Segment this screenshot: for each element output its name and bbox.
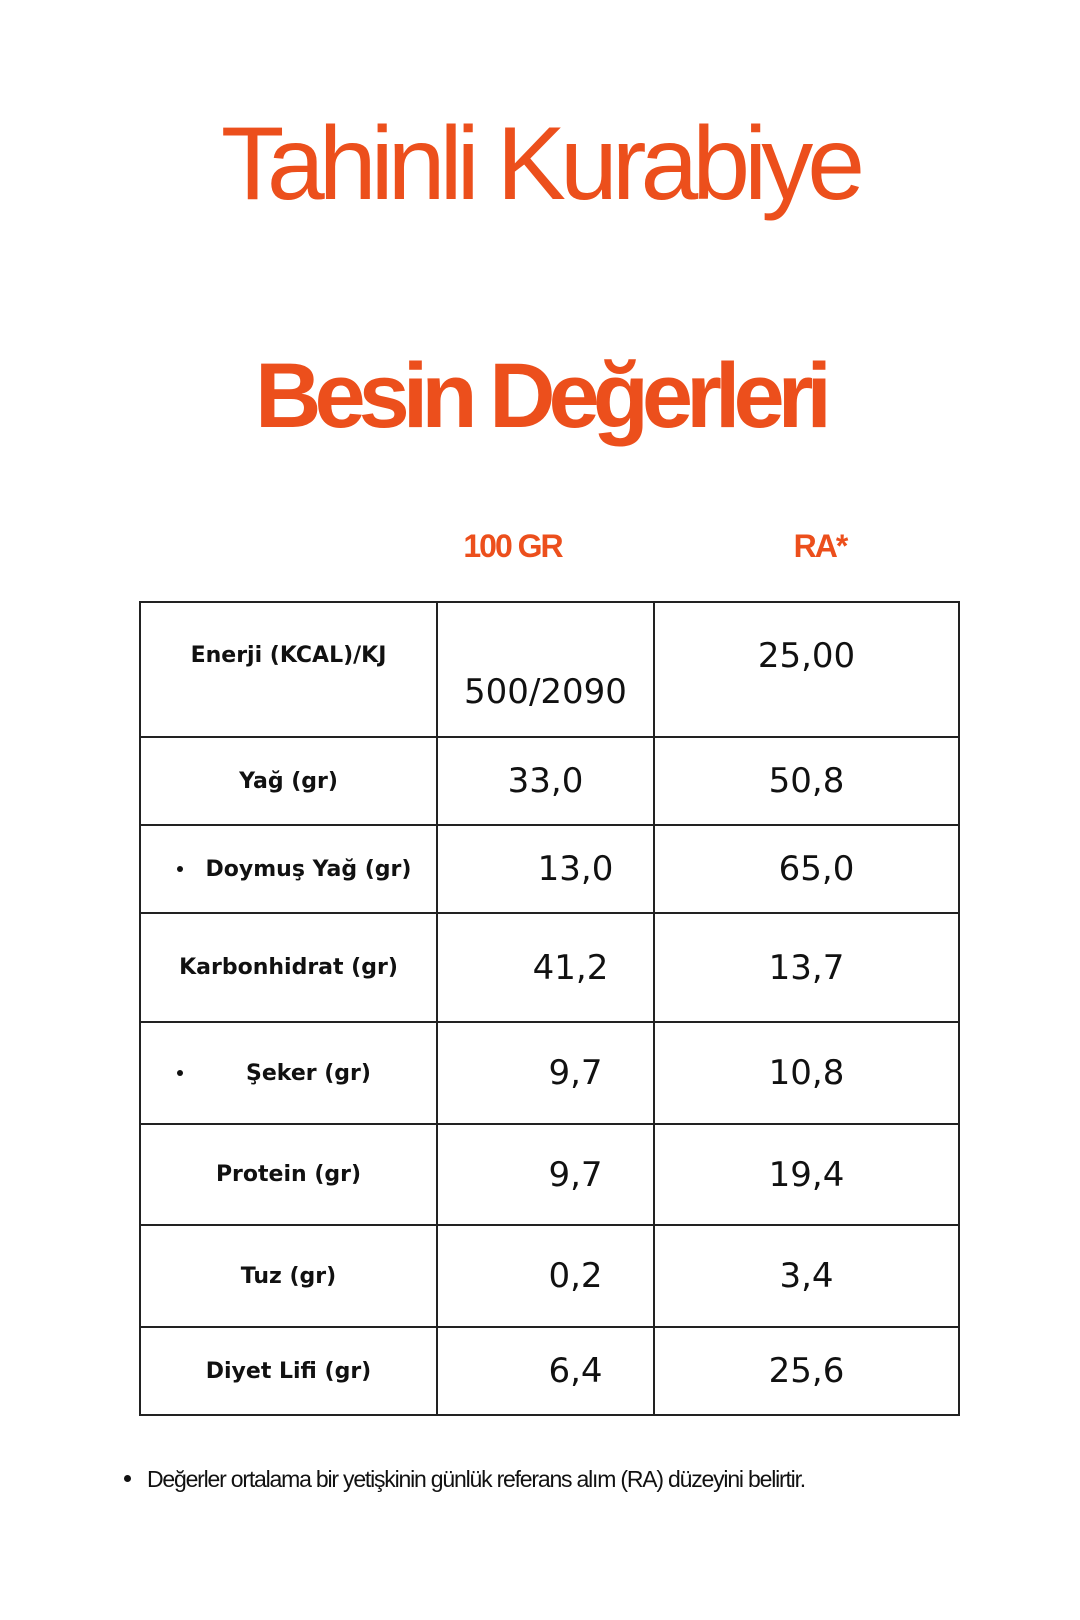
ra-value: 25,6: [654, 1327, 959, 1415]
nutrient-label-cell: [140, 1124, 437, 1225]
nutrient-label: Doymuş Yağ (gr): [205, 856, 412, 882]
nutrient-label: Protein (gr): [215, 1162, 362, 1187]
per100-value: 33,0: [437, 737, 654, 825]
ra-cell: [654, 602, 959, 737]
page-subtitle: Besin Değerleri: [255, 345, 825, 447]
nutrient-label-cell: [140, 1022, 437, 1124]
nutrient-label-cell: [140, 825, 437, 913]
ra-value: 19,4: [654, 1124, 959, 1225]
ra-value: 65,0: [654, 825, 959, 913]
footnote-text: Değerler ortalama bir yetişkinin günlük referans alım (RA) düzeyini belirtir.: [147, 1466, 805, 1492]
table-row: [140, 1022, 959, 1124]
nutrient-label: Tuz (gr): [240, 1263, 337, 1289]
nutrition-table: [139, 601, 960, 1416]
footnote: [124, 1468, 1024, 1491]
nutrient-label-cell: [140, 1225, 437, 1327]
table-row: [140, 825, 959, 913]
nutrient-label-cell: [140, 602, 437, 737]
per100-cell: [437, 602, 654, 737]
bullet-dot-icon: [177, 1070, 183, 1076]
ra-value: 50,8: [654, 737, 959, 825]
table-row: [140, 1327, 959, 1415]
table-row: [140, 602, 959, 737]
nutrient-label: Yağ (gr): [239, 768, 338, 794]
per100-value: 9,7: [437, 1124, 654, 1225]
per100-value: 13,0: [437, 825, 654, 913]
table-row: [140, 737, 959, 825]
column-header-ra: RA*: [793, 528, 847, 564]
nutrient-label-cell: [140, 1327, 437, 1415]
per100-value: 6,4: [437, 1327, 654, 1415]
per100-value: 500/2090: [464, 671, 627, 712]
column-header-100gr: 100 GR: [463, 528, 562, 564]
per100-value: 0,2: [437, 1225, 654, 1327]
nutrient-label: Şeker (gr): [246, 1060, 371, 1086]
nutrient-label: Diyet Lifi (gr): [205, 1358, 372, 1384]
bullet-dot-icon: [177, 866, 183, 872]
bullet-dot-icon: [124, 1475, 131, 1482]
per100-value: 9,7: [437, 1022, 654, 1124]
nutrient-label: Karbonhidrat (gr): [179, 955, 398, 980]
nutrient-label: Enerji (KCAL)/KJ: [190, 643, 387, 668]
ra-value: 25,00: [757, 635, 856, 676]
ra-value: 3,4: [654, 1225, 959, 1327]
per100-value: 41,2: [437, 913, 654, 1022]
nutrient-label-cell: [140, 737, 437, 825]
page-title: Tahinli Kurabiye: [220, 106, 860, 222]
table-row: [140, 913, 959, 1022]
ra-value: 13,7: [654, 913, 959, 1022]
table-row: [140, 1225, 959, 1327]
table-row: [140, 1124, 959, 1225]
nutrient-label-cell: [140, 913, 437, 1022]
ra-value: 10,8: [654, 1022, 959, 1124]
